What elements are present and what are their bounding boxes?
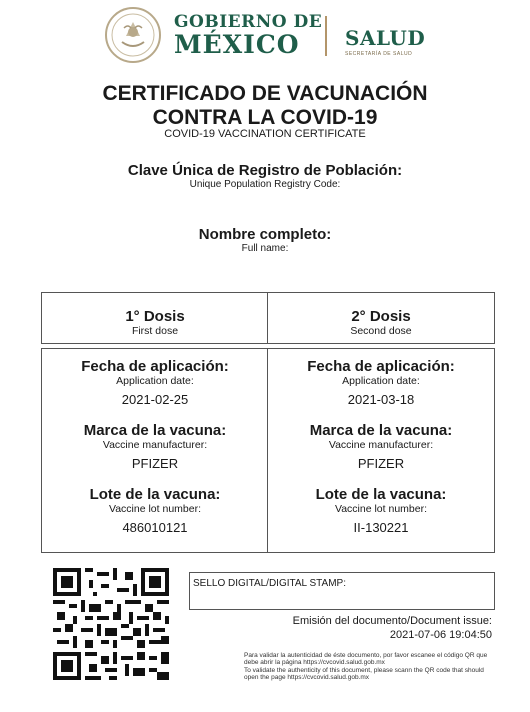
second-dose-brand-label-english: Vaccine manufacturer:	[328, 439, 434, 451]
certificate-title-english: COVID-19 VACCINATION CERTIFICATE	[164, 128, 366, 140]
header-divider	[325, 16, 327, 56]
first-dose-lot-label: Lote de la vacuna:	[89, 486, 221, 503]
first-dose-brand-label-english: Vaccine manufacturer:	[102, 439, 208, 451]
issue-date: 2021-07-06 19:04:50	[389, 629, 492, 641]
first-dose-date-block	[42, 358, 268, 407]
certificate-title-line1: CERTIFICADO DE VACUNACIÓN	[102, 82, 428, 105]
government-name-line2: MÉXICO	[174, 30, 300, 59]
issue-label: Emisión del documento/Document issue:	[292, 615, 492, 627]
government-name-line1: GOBIERNO DE	[174, 12, 323, 32]
curp-label-english: Unique Population Registry Code:	[189, 179, 341, 190]
second-dose-date-label: Fecha de aplicación:	[307, 358, 455, 375]
first-dose-brand-block	[42, 422, 268, 471]
first-dose-lot-label-english: Vaccine lot number:	[108, 503, 202, 515]
first-dose-lot-block	[42, 486, 268, 535]
second-dose-title: 2° Dosis	[351, 308, 411, 325]
ministry-subtitle: SECRETARÍA DE SALUD	[345, 51, 413, 57]
validation-note-spanish: Para validar la autenticidad de éste documento, por favor escanee el código QR que debe abrir la página https://cvcovid.salud.gob.mx	[244, 652, 488, 667]
digital-stamp-label: SELLO DIGITAL/DIGITAL STAMP:	[193, 578, 346, 589]
second-dose-brand: PFIZER	[357, 456, 405, 471]
mexico-coat-of-arms-seal-icon	[104, 6, 162, 64]
second-dose-date-block	[268, 358, 494, 407]
second-dose-lot-label: Lote de la vacuna:	[315, 486, 447, 503]
full-name-label-english: Full name:	[241, 243, 289, 254]
curp-label: Clave Única de Registro de Población:	[127, 162, 403, 179]
second-dose-brand-label: Marca de la vacuna:	[309, 422, 453, 439]
first-dose-date-label-english: Application date:	[116, 375, 194, 387]
first-dose-title: 1° Dosis	[125, 308, 185, 325]
second-dose-header	[268, 308, 494, 337]
validation-note-english: To validate the authenticity of this document, please scann the QR code that should open the page https://cvcovid.salud.gob.mx	[244, 666, 484, 682]
ministry-name: SALUD	[345, 26, 426, 50]
second-dose-lot-label-english: Vaccine lot number:	[334, 503, 428, 515]
second-dose-title-english: Second dose	[350, 325, 412, 337]
second-dose-date: 2021-03-18	[347, 392, 415, 407]
validation-note	[244, 652, 494, 682]
first-dose-lot: 486010121	[122, 520, 188, 535]
first-dose-brand: PFIZER	[131, 456, 179, 471]
first-dose-date: 2021-02-25	[121, 392, 189, 407]
full-name-label: Nombre completo:	[198, 226, 332, 243]
second-dose-date-label-english: Application date:	[342, 375, 420, 387]
second-dose-brand-block	[268, 422, 494, 471]
second-dose-lot: II-130221	[353, 520, 409, 535]
first-dose-date-label: Fecha de aplicación:	[81, 358, 229, 375]
first-dose-title-english: First dose	[131, 325, 179, 337]
second-dose-lot-block	[268, 486, 494, 535]
first-dose-header	[42, 308, 268, 337]
certificate-title-line2: CONTRA LA COVID-19	[152, 106, 378, 129]
first-dose-brand-label: Marca de la vacuna:	[83, 422, 227, 439]
